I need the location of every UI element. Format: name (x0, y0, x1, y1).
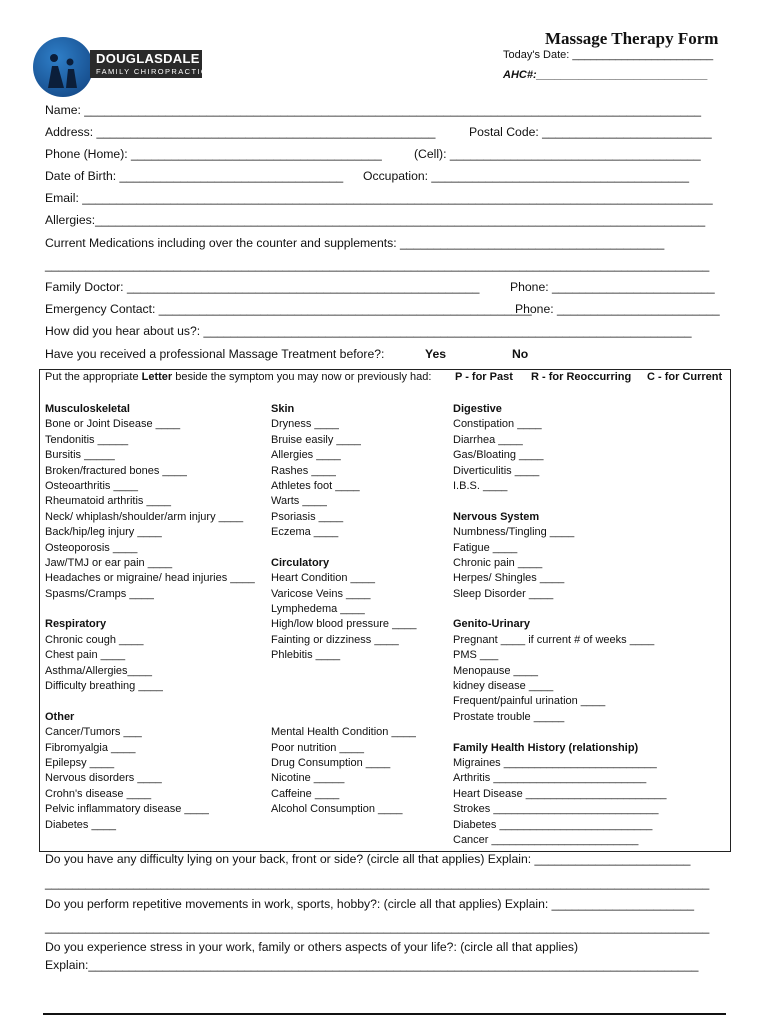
symptom-item[interactable]: Cancer ________________________ (453, 833, 639, 846)
symptom-item (45, 602, 255, 617)
symptom-item[interactable]: Fibromyalgia ____ (45, 741, 136, 754)
todays-date-field[interactable]: Today's Date: _______________________ (503, 49, 714, 61)
symptom-item[interactable]: Warts ____ (271, 495, 327, 508)
date-of-birth-field[interactable]: Date of Birth: _________________________________ (45, 169, 344, 183)
symptom-item[interactable]: Osteoporosis ____ (45, 541, 138, 554)
symptom-item[interactable]: Heart Condition ____ (271, 572, 375, 585)
symptom-item[interactable]: Eczema ____ (271, 526, 339, 539)
section-heading: Digestive (453, 403, 502, 415)
emergency-contact-field[interactable]: Emergency Contact: _______________________________________________________ (45, 302, 532, 316)
symptom-item[interactable]: Allergies ____ (271, 449, 341, 462)
symptom-item[interactable]: Prostate trouble _____ (453, 710, 565, 723)
footer-divider (43, 1013, 726, 1015)
phone-home-field[interactable]: Phone (Home): _____________________________________ (45, 147, 382, 161)
symptom-item[interactable]: Back/hip/leg injury ____ (45, 526, 162, 539)
phone-cell-field[interactable]: (Cell): _____________________________________ (414, 147, 701, 161)
repetitive-movements-field[interactable]: Do you perform repetitive movements in work, sports, hobby?: (circle all that applies) Explain: _____________________ (45, 897, 695, 911)
section-heading: Nervous System (453, 510, 540, 523)
symptom-item (271, 541, 417, 556)
section-heading: Family Health History (relationship) (453, 741, 639, 754)
symptom-item[interactable]: kidney disease ____ (453, 680, 554, 693)
stress-explain-field[interactable]: Explain:__________________________________________________________________________________________ (45, 958, 699, 972)
logo-name: DOUGLASDALE (96, 51, 200, 66)
symptom-item (45, 694, 255, 709)
symptom-item[interactable]: Bone or Joint Disease ____ (45, 418, 181, 431)
doctor-phone-field[interactable]: Phone: ________________________ (510, 280, 715, 294)
email-field[interactable]: Email: _____________________________________________________________________________________________ (45, 191, 713, 205)
symptom-item[interactable]: Difficulty breathing ____ (45, 680, 163, 693)
symptom-column-1 (45, 402, 255, 833)
symptom-item[interactable]: PMS ___ (453, 649, 499, 662)
symptom-item[interactable]: Osteoarthritis ____ (45, 479, 138, 492)
symptom-item (271, 710, 417, 725)
massage-before-question: Have you received a professional Massage Treatment before?: (45, 347, 385, 361)
symptom-item[interactable]: Mental Health Condition ____ (271, 726, 416, 739)
emergency-phone-field[interactable]: Phone: ________________________ (515, 302, 720, 316)
address-field[interactable]: Address: __________________________________________________ (45, 125, 436, 139)
symptom-item[interactable]: Strokes ___________________________ (453, 803, 659, 816)
section-heading: Musculoskeletal (45, 403, 130, 415)
symptoms-instructions: Put the appropriate Letter beside the symptom you may now or previously had: (45, 371, 432, 383)
symptom-item[interactable]: Jaw/TMJ or ear pain ____ (45, 556, 173, 569)
symptom-item[interactable]: Herpes/ Shingles ____ (453, 572, 565, 585)
symptom-item[interactable]: Psoriasis ____ (271, 510, 344, 523)
page-title: Massage Therapy Form (545, 29, 719, 48)
lying-difficulty-line-2[interactable]: __________________________________________________________________________________________________ (45, 876, 710, 890)
medications-line-2[interactable]: __________________________________________________________________________________________________ (45, 258, 710, 272)
symptom-item[interactable]: Diarrhea ____ (453, 433, 523, 446)
symptom-item[interactable]: Numbness/Tingling ____ (453, 526, 575, 539)
ahc-field[interactable]: AHC#:____________________________ (503, 69, 708, 81)
symptom-item[interactable]: Chest pain ____ (45, 649, 126, 662)
symptom-item[interactable]: Headaches or migraine/ head injuries ____ (45, 572, 255, 585)
symptom-item[interactable]: Diverticulitis ____ (453, 464, 540, 477)
symptom-item[interactable]: Asthma/Allergies____ (45, 664, 153, 677)
symptom-item[interactable]: Menopause ____ (453, 664, 539, 677)
symptom-item[interactable]: Dryness ____ (271, 418, 339, 431)
allergies-field[interactable]: Allergies:__________________________________________________________________________________________ (45, 213, 706, 227)
symptom-item[interactable]: Broken/fractured bones ____ (45, 464, 187, 477)
symptom-item (271, 694, 417, 709)
symptom-item (453, 602, 666, 617)
legend-reoccurring: R - for Reoccurring (531, 371, 632, 383)
section-heading: Genito-Urinary (453, 618, 531, 631)
symptom-item[interactable]: Crohn's disease ____ (45, 787, 152, 800)
legend-current: C - for Current (647, 371, 723, 383)
repetitive-movements-line-2[interactable]: __________________________________________________________________________________________________ (45, 920, 710, 934)
symptom-item[interactable]: Alcohol Consumption ____ (271, 803, 403, 816)
symptom-item (271, 679, 417, 694)
symptom-item[interactable]: Neck/ whiplash/shoulder/arm injury ____ (45, 510, 244, 523)
symptom-item[interactable]: Bruise easily ____ (271, 433, 361, 446)
symptom-item[interactable]: Diabetes _________________________ (453, 818, 653, 831)
section-heading: Skin (271, 403, 295, 415)
legend-past: P - for Past (455, 371, 513, 383)
symptom-item[interactable]: Athletes foot ____ (271, 479, 360, 492)
symptom-item[interactable]: Varicose Veins ____ (271, 587, 371, 600)
logo-subtitle: FAMILY CHIROPRACTIC (96, 67, 208, 76)
massage-before-yes[interactable]: Yes (425, 347, 447, 361)
symptom-item[interactable]: Nervous disorders ____ (45, 772, 162, 785)
symptom-item[interactable]: Spasms/Cramps ____ (45, 587, 154, 600)
symptom-item[interactable]: Bursitis _____ (45, 449, 115, 462)
symptom-item[interactable]: Pregnant ____ if current # of weeks ____ (453, 633, 655, 646)
symptom-item (453, 494, 666, 509)
symptom-item[interactable]: Diabetes ____ (45, 818, 116, 831)
symptom-item[interactable]: Migraines _________________________ (453, 756, 657, 769)
family-doctor-field[interactable]: Family Doctor: ____________________________________________________ (45, 280, 480, 294)
symptom-item[interactable]: Nicotine _____ (271, 772, 345, 785)
symptom-item[interactable]: Phlebitis ____ (271, 649, 341, 662)
symptom-item[interactable]: Chronic cough ____ (45, 633, 144, 646)
section-heading: Circulatory (271, 556, 330, 569)
symptom-item[interactable]: Arthritis _________________________ (453, 772, 647, 785)
medications-field[interactable]: Current Medications including over the counter and supplements: _______________________________________ (45, 236, 665, 250)
symptom-item (271, 664, 417, 679)
symptom-item[interactable]: High/low blood pressure ____ (271, 618, 417, 631)
stress-question: Do you experience stress in your work, family or others aspects of your life?: (circle all that applies) (45, 940, 579, 954)
family-silhouette-icon (40, 48, 84, 92)
referral-source-field[interactable]: How did you hear about us?: ________________________________________________________________________ (45, 324, 692, 338)
symptom-item[interactable]: Frequent/painful urination ____ (453, 695, 606, 708)
occupation-field[interactable]: Occupation: ______________________________________ (363, 169, 689, 183)
symptom-item[interactable]: I.B.S. ____ (453, 479, 508, 492)
symptom-column-2 (271, 402, 417, 818)
postal-code-field[interactable]: Postal Code: _________________________ (469, 125, 712, 139)
symptom-item[interactable]: Constipation ____ (453, 418, 542, 431)
symptom-item (453, 725, 666, 740)
symptom-item[interactable]: Poor nutrition ____ (271, 741, 364, 754)
symptom-item[interactable]: Fatigue ____ (453, 541, 518, 554)
symptom-item[interactable]: Sleep Disorder ____ (453, 587, 554, 600)
name-field[interactable]: Name: ___________________________________________________________________________________________ (45, 103, 702, 117)
symptom-item[interactable]: Cancer/Tumors ___ (45, 726, 142, 739)
symptom-item[interactable]: Heart Disease _______________________ (453, 787, 667, 800)
symptom-column-3 (453, 402, 666, 848)
symptom-item[interactable]: Tendonitis _____ (45, 433, 129, 446)
symptom-item[interactable]: Rashes ____ (271, 464, 336, 477)
symptom-item[interactable]: Fainting or dizziness ____ (271, 633, 399, 646)
symptom-item[interactable]: Rheumatoid arthritis ____ (45, 495, 171, 508)
symptom-item[interactable]: Epilepsy ____ (45, 756, 115, 769)
section-heading: Other (45, 710, 75, 723)
symptom-item[interactable]: Pelvic inflammatory disease ____ (45, 803, 209, 816)
symptom-item[interactable]: Lymphedema ____ (271, 603, 365, 616)
symptom-item[interactable]: Caffeine ____ (271, 787, 340, 800)
massage-before-no[interactable]: No (512, 347, 529, 361)
symptom-item[interactable]: Gas/Bloating ____ (453, 449, 544, 462)
section-heading: Respiratory (45, 618, 107, 631)
lying-difficulty-field[interactable]: Do you have any difficulty lying on your back, front or side? (circle all that applies) Explain: _______________________ (45, 852, 691, 866)
symptom-item[interactable]: Drug Consumption ____ (271, 756, 391, 769)
symptom-item[interactable]: Chronic pain ____ (453, 556, 543, 569)
